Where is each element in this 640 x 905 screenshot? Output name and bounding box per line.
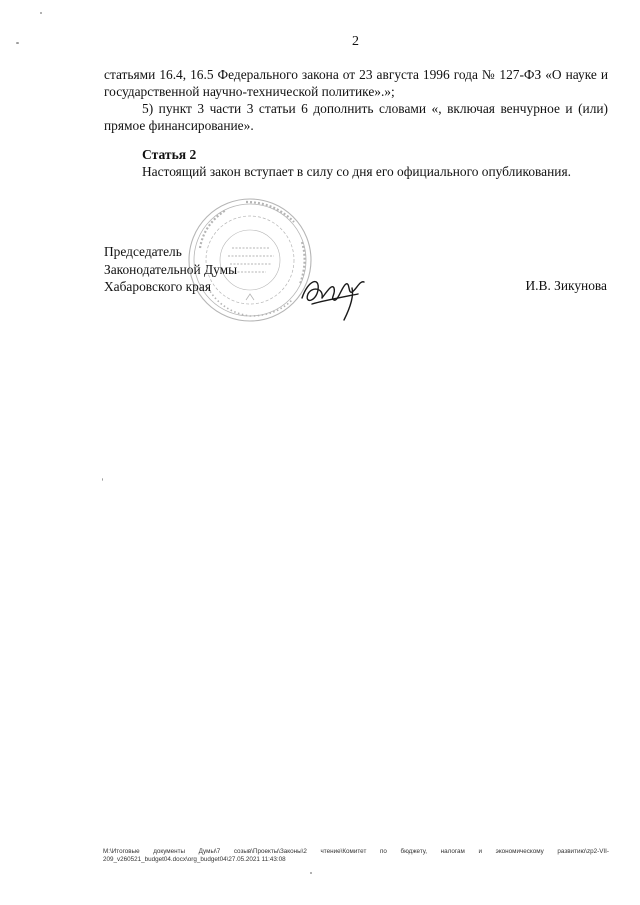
paragraph-continuation: статьями 16.4, 16.5 Федерального закона от 23 августа 1996 года № 127-ФЗ «О науке и государственной научно-технической политике».»; [104,67,608,99]
position-line: Законодательной Думы [104,261,238,277]
page-number: 2 [352,34,359,49]
article-2-heading: Статья 2 [142,147,197,162]
scan-speck [310,872,312,874]
signatory-position [104,243,237,296]
article-2-text: Настоящий закон вступает в силу со дня его официального опубликования. [142,164,571,179]
paragraph-item-5: 5) пункт 3 части 3 статьи 6 дополнить словами «, включая венчурное и (или) прямое финансирование». [104,101,608,133]
footer-file-path: M:\Итоговые документы Думы\7 созыв\Проекты\Законы\2 чтение\Комитет по бюджету, налогам и экономическому развитию\zp2-VII-209_v260521_budget04.docx\org_budget04\27.05.2021 11:43:08 [103,848,609,863]
handwritten-signature-icon [298,268,374,324]
position-line: Хабаровского края [104,279,211,294]
scan-speck [102,478,103,481]
scan-speck [16,42,19,44]
position-line: Председатель [104,244,182,259]
scan-speck [40,12,42,14]
signatory-name: И.В. Зикунова [525,278,607,293]
